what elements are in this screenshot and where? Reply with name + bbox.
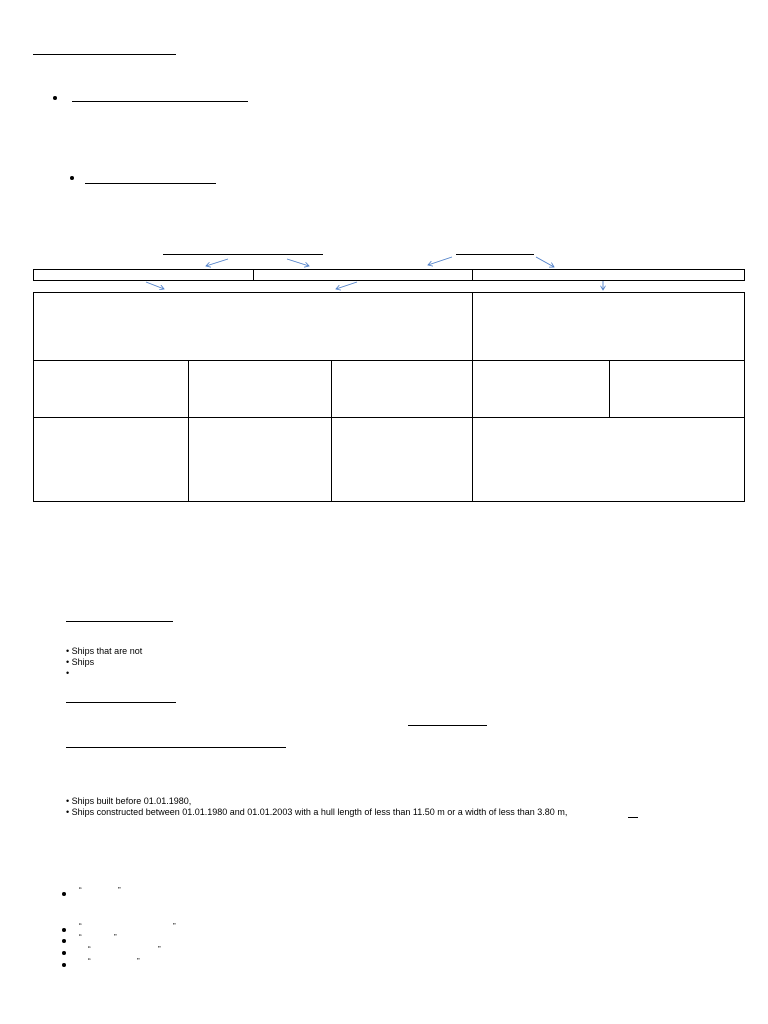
bullet-q4 [62, 951, 66, 955]
arrow-icon [146, 282, 164, 289]
close-quote: ” [118, 886, 121, 895]
arrow-icon [206, 259, 228, 266]
table-cell-mid-3 [331, 360, 473, 418]
bullet-q1 [62, 892, 66, 896]
bullet-q2 [62, 928, 66, 932]
close-quote: ” [114, 933, 117, 942]
open-quote: “ [88, 957, 91, 966]
close-quote: ” [173, 922, 176, 931]
table-cell-bottom-3 [331, 417, 473, 502]
header-box-3 [472, 269, 745, 281]
section-a-underline [66, 621, 173, 622]
table-cell-mid-1 [33, 360, 189, 418]
list-item: • Ships built before 01.01.1980, [66, 796, 192, 806]
blank-underline [628, 817, 638, 818]
list-item: • [66, 668, 70, 678]
section-c-underline [66, 747, 286, 748]
arrow-icon [428, 257, 452, 265]
bullet-q3 [62, 939, 66, 943]
table-cell-mid-2 [188, 360, 332, 418]
table-cell-bottom-2 [188, 417, 332, 502]
bullet-q5 [62, 963, 66, 967]
arrow-icon [536, 257, 554, 267]
inline-link-underline [408, 725, 487, 726]
open-quote: “ [79, 922, 82, 931]
header-box-1 [33, 269, 254, 281]
arrow-icon [287, 259, 309, 266]
section-b-underline [66, 702, 176, 703]
table-cell-top-right [472, 292, 745, 361]
arrow-icon [336, 282, 357, 289]
table-cell-mid-5 [609, 360, 745, 418]
table-cell-mid-4 [472, 360, 610, 418]
close-quote: ” [137, 957, 140, 966]
table-cell-bottom-4 [472, 417, 745, 502]
open-quote: “ [79, 886, 82, 895]
open-quote: “ [88, 945, 91, 954]
header-box-2 [253, 269, 473, 281]
list-item: • Ships that are not [66, 646, 143, 656]
list-item: • Ships [66, 657, 95, 667]
list-item: • Ships constructed between 01.01.1980 and 01.01.2003 with a hull length of less than 11.50 m or a width of less than 3.80 m, [66, 807, 568, 817]
table-cell-bottom-1 [33, 417, 189, 502]
open-quote: “ [79, 933, 82, 942]
table-cell-top-left [33, 292, 473, 361]
close-quote: ” [158, 945, 161, 954]
